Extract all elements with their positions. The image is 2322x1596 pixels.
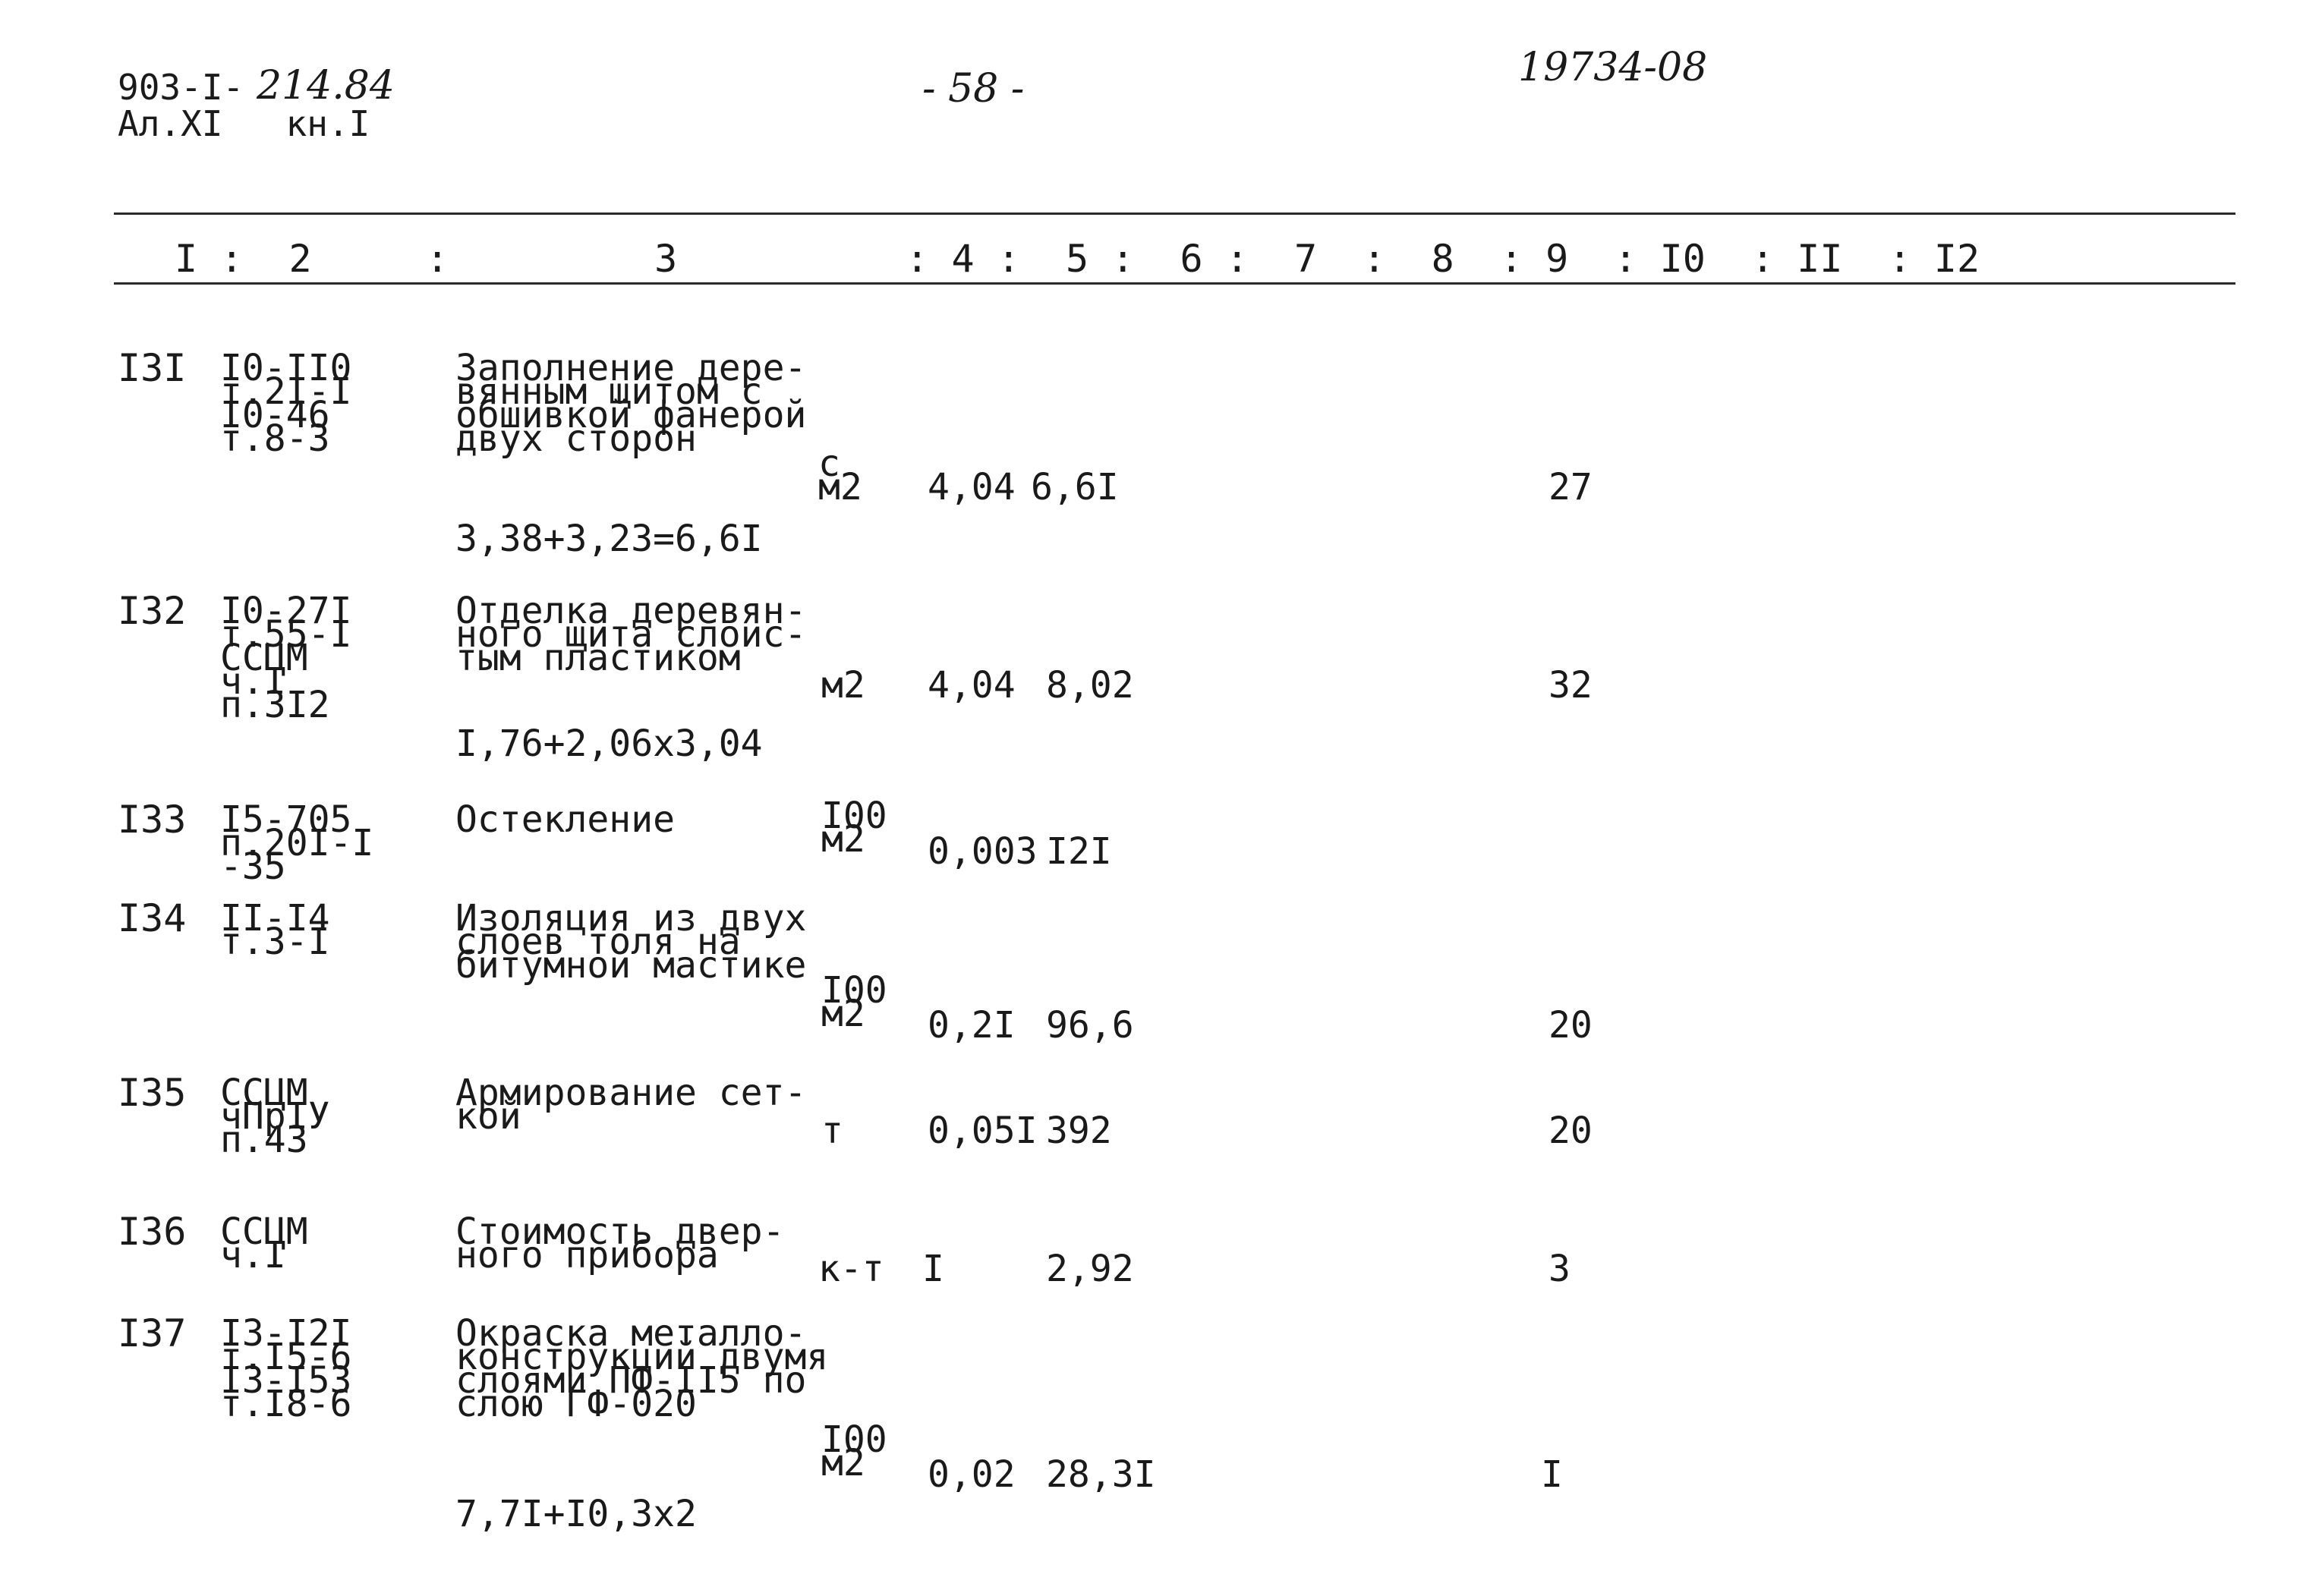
row-reference: I5-705 п.20I-I -35 [220,798,374,888]
row-unit: т [821,1110,843,1152]
row-quantity: 0,003 [928,830,1038,873]
row-description: Армирование сет- кой [455,1072,807,1138]
document-code-handwritten: 214.84 [257,63,395,109]
row-reference: II-I4 т.3-I [220,897,330,963]
row-number: I36 [118,1210,187,1254]
column-header: I : 2 : 3 : 4 : 5 : 6 : 7 : 8 : 9 : I0 : II : I2 [175,237,1980,281]
row-calculation: I,76+2,06х3,04 [455,722,763,765]
row-unit: I00 м2 [821,1418,887,1484]
row-quantity: 0,05I [928,1110,1038,1152]
row-number: I34 [118,896,187,940]
row-unit-price: 2,92 [1046,1248,1134,1290]
row-column-9: 20 [1549,1004,1593,1047]
row-quantity: 0,2I [928,1004,1016,1047]
document-archive-code: 19734-08 [1518,45,1708,90]
row-quantity: 0,02 [928,1453,1016,1496]
row-unit: с м2 [818,442,862,508]
header-rule [114,282,2235,285]
row-unit: к-т [818,1248,884,1290]
row-calculation: 3,38+3,23=6,6I [455,518,763,560]
row-unit-price: I2I [1046,830,1112,873]
row-unit-price: 96,6 [1046,1004,1134,1047]
album-book-label: Ал.XI кн.I [118,103,370,144]
row-quantity: 4,04 [928,466,1016,508]
row-reference: ССЦМ чПрIУ п.43 [220,1072,330,1161]
row-description: Отделка деревян- ного щита слоис- тым пластиком [455,590,807,679]
row-reference: I3-I2I т.I5-6 I3-I53 т.I8-6 [220,1312,352,1425]
row-number: I32 [118,589,187,633]
row-number: I35 [118,1071,187,1115]
row-column-9: 27 [1549,466,1593,508]
row-unit-price: 8,02 [1046,664,1134,707]
row-number: I33 [118,798,187,842]
row-calculation: 7,7I+I0,3х2 [455,1493,697,1535]
row-description: Изоляция из двух слоев толя на битумной мастике [455,897,807,987]
row-description: Стоимость двер- ного прибора [455,1210,785,1276]
row-unit: м2 [821,664,865,707]
page-number: - 58 - [922,66,1025,112]
row-column-9: I [1541,1453,1563,1496]
row-number: I37 [118,1311,187,1355]
row-unit-price: 6,6I [1031,466,1119,508]
row-number: I3I [118,346,187,390]
row-unit-price: 28,3I [1046,1453,1156,1496]
row-quantity: I [922,1248,944,1290]
row-column-9: 20 [1549,1110,1593,1152]
row-description: Остекление [455,798,675,841]
row-column-9: 3 [1549,1248,1571,1290]
row-reference: I0-27I т.55-I ССЦМ ч.I п.3I2 [220,590,352,726]
row-description: Заполнение дере- вянным щитом с обшивкой фанерой двух сторон [455,347,807,460]
row-unit: I00 м2 [821,969,887,1035]
row-unit-price: 392 [1046,1110,1112,1152]
row-quantity: 4,04 [928,664,1016,707]
row-description: Окраска металло- конструкций двумя слоями ПФ-II5 по слою ГФ-020 [455,1312,829,1425]
top-rule [114,212,2235,215]
document-code-prefix: 903-I- [118,67,244,108]
row-unit: I00 м2 [821,795,887,861]
row-reference: I0-II0 т.2I-I I0-46 т.8-3 [220,347,352,460]
row-reference: ССЦМ ч.I [220,1210,308,1276]
row-column-9: 32 [1549,664,1593,707]
